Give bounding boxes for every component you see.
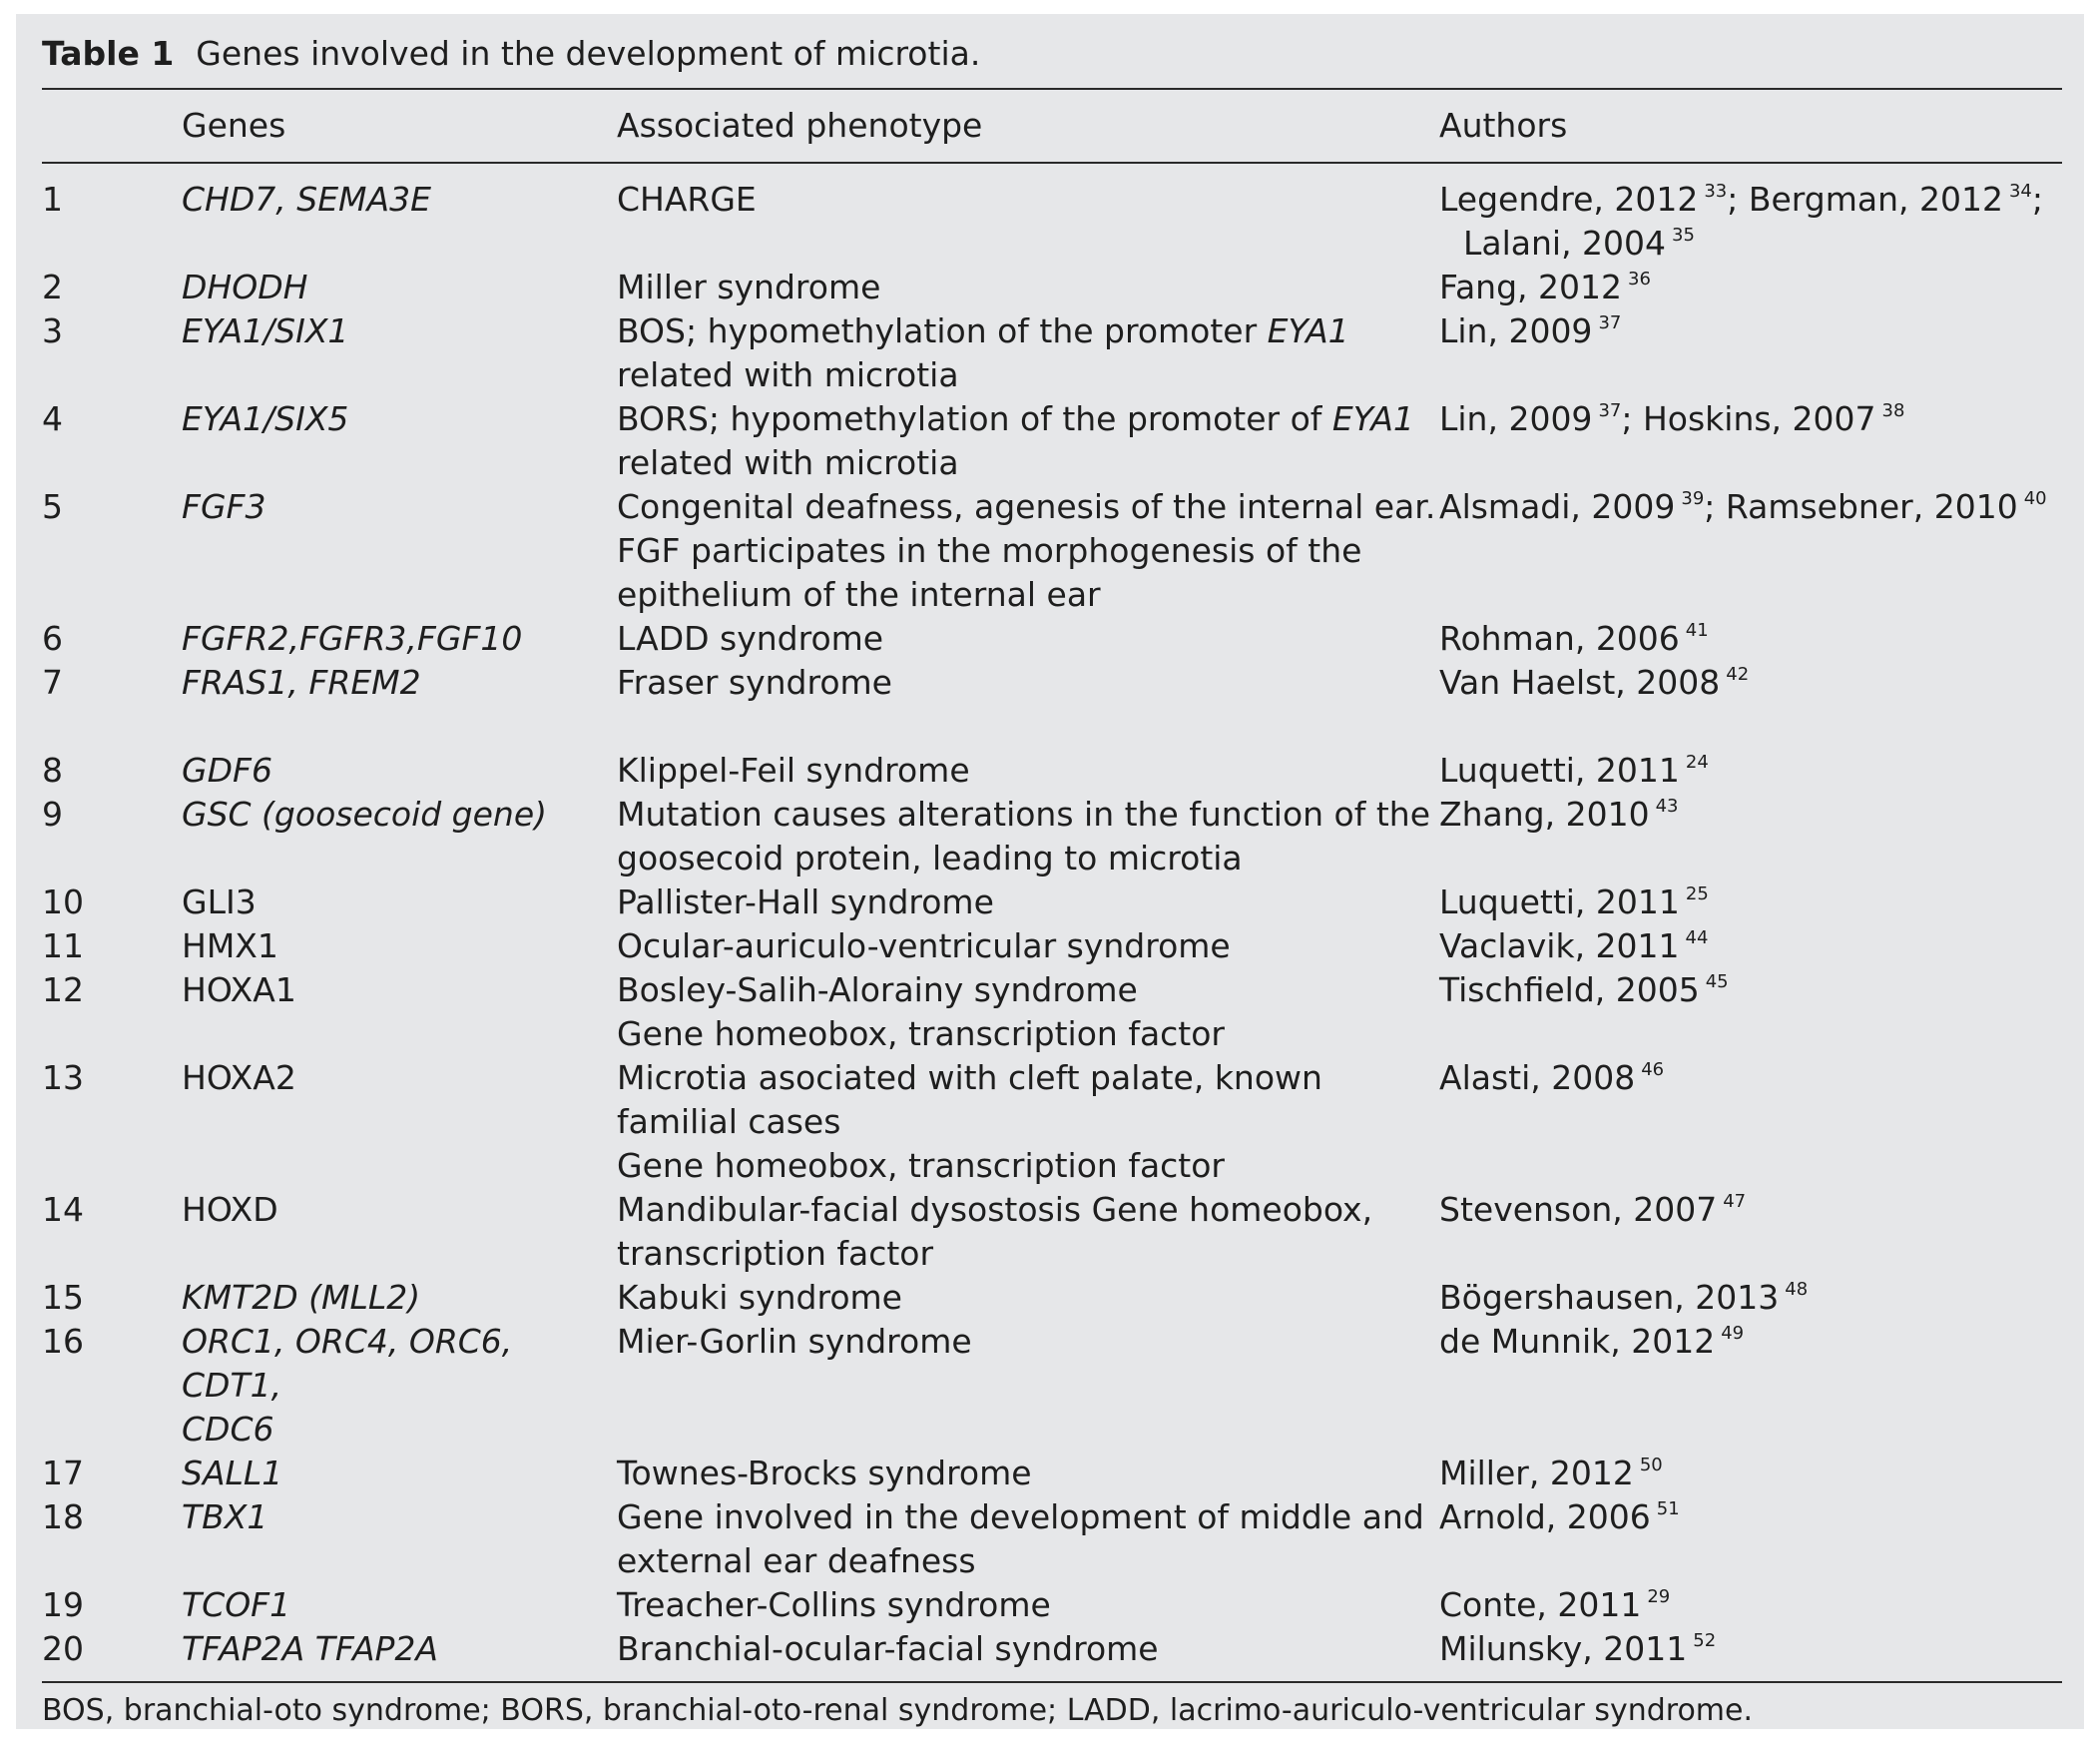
author: Lin, 2009 xyxy=(1439,399,1593,438)
table-container xyxy=(42,32,2062,1731)
table-row xyxy=(42,617,2062,661)
gene-cell: GLI3 xyxy=(182,882,257,921)
author: Arnold, 2006 xyxy=(1439,1497,1651,1536)
authors-cell xyxy=(1439,968,2062,1056)
reference: 49 xyxy=(1721,1323,1745,1344)
row-number: 1 xyxy=(42,180,63,219)
gene-cell: SALL1 xyxy=(182,1454,283,1492)
phenotype-cell: LADD syndrome xyxy=(617,619,884,658)
gene-cell: HMX1 xyxy=(182,926,278,965)
reference: 52 xyxy=(1693,1630,1717,1651)
author: Conte, 2011 xyxy=(1439,1585,1642,1624)
author: Luquetti, 2011 xyxy=(1439,751,1680,790)
reference: 41 xyxy=(1685,620,1709,641)
reference: 50 xyxy=(1639,1455,1663,1475)
reference: 36 xyxy=(1628,269,1651,290)
phenotype-cell: Kabuki syndrome xyxy=(617,1278,902,1317)
row-number: 18 xyxy=(42,1497,84,1536)
separator: ; xyxy=(2031,180,2044,219)
genes-table xyxy=(42,88,2062,1683)
reference: 42 xyxy=(1726,664,1750,685)
authors-cell xyxy=(1439,1452,2062,1495)
author: Luquetti, 2011 xyxy=(1439,882,1680,921)
phenotype-text: Mutation causes alterations in the function of the xyxy=(617,795,1430,834)
reference: 25 xyxy=(1685,883,1709,904)
table-row xyxy=(42,397,2062,485)
row-number: 10 xyxy=(42,882,84,921)
authors-cell xyxy=(1439,793,2062,880)
table-row xyxy=(42,793,2062,880)
row-number: 7 xyxy=(42,663,63,702)
author: Miller, 2012 xyxy=(1439,1454,1634,1492)
table-row xyxy=(42,1056,2062,1188)
reference: 29 xyxy=(1647,1586,1671,1607)
row-number: 9 xyxy=(42,795,63,834)
author: Ramsebner, 2010 xyxy=(1725,487,2018,526)
phenotype-gene: EYA1 xyxy=(1331,399,1414,438)
authors-cell xyxy=(1439,309,2062,397)
phenotype-cell xyxy=(617,1056,1439,1188)
table-row xyxy=(42,1320,2062,1452)
authors-cell xyxy=(1439,1056,2062,1188)
reference: 51 xyxy=(1656,1498,1680,1519)
authors-cell xyxy=(1439,880,2062,924)
authors-cell xyxy=(1439,1627,2062,1682)
reference: 48 xyxy=(1785,1279,1809,1300)
row-number: 11 xyxy=(42,926,84,965)
gene-cell: HOXA1 xyxy=(182,970,296,1009)
authors-cell xyxy=(1439,266,2062,309)
phenotype-text: Gene homeobox, transcription factor xyxy=(617,1014,1226,1053)
table-row xyxy=(42,163,2062,266)
phenotype-text: external ear deafness xyxy=(617,1541,976,1580)
reference: 45 xyxy=(1705,971,1729,992)
reference: 35 xyxy=(1672,225,1695,246)
authors-cell xyxy=(1439,924,2062,968)
row-number: 8 xyxy=(42,751,63,790)
reference: 34 xyxy=(2008,181,2032,202)
authors-cell xyxy=(1439,163,2062,266)
header-genes: Genes xyxy=(182,106,286,145)
author: Hoskins, 2007 xyxy=(1642,399,1876,438)
phenotype-cell: Miller syndrome xyxy=(617,268,881,306)
reference: 24 xyxy=(1685,752,1709,773)
table-row xyxy=(42,309,2062,397)
phenotype-cell xyxy=(617,968,1439,1056)
author: Zhang, 2010 xyxy=(1439,795,1650,834)
phenotype-cell xyxy=(617,397,1439,485)
table-label: Table 1 xyxy=(42,34,175,73)
phenotype-cell xyxy=(617,793,1439,880)
author: Fang, 2012 xyxy=(1439,268,1622,306)
author: Alsmadi, 2009 xyxy=(1439,487,1676,526)
table-row xyxy=(42,880,2062,924)
gene-cell: FGFR2,FGFR3,FGF10 xyxy=(182,619,523,658)
phenotype-text: familial cases xyxy=(617,1102,841,1141)
table-title: Genes involved in the development of microtia. xyxy=(196,34,981,73)
phenotype-cell: Mier-Gorlin syndrome xyxy=(617,1322,972,1361)
author: Lalani, 2004 xyxy=(1463,224,1667,263)
gene-cell: EYA1/SIX1 xyxy=(182,311,349,350)
row-number: 12 xyxy=(42,970,84,1009)
row-gap xyxy=(42,705,2062,749)
author: Van Haelst, 2008 xyxy=(1439,663,1721,702)
author: Milunsky, 2011 xyxy=(1439,1629,1688,1668)
row-number: 5 xyxy=(42,487,63,526)
table-row xyxy=(42,1276,2062,1320)
table-row xyxy=(42,1627,2062,1682)
gene-cell: GDF6 xyxy=(182,751,272,790)
phenotype-text: BORS; hypomethylation of the promoter of xyxy=(617,399,1332,438)
phenotype-text: FGF participates in the morphogenesis of the xyxy=(617,531,1362,570)
header-authors: Authors xyxy=(1439,106,1568,145)
header-phenotype: Associated phenotype xyxy=(617,106,983,145)
row-number: 2 xyxy=(42,268,63,306)
authors-cell xyxy=(1439,661,2062,705)
author: Stevenson, 2007 xyxy=(1439,1190,1718,1229)
row-number: 17 xyxy=(42,1454,84,1492)
table-footnote: BOS, branchial-oto syndrome; BORS, branchial-oto-renal syndrome; LADD, lacrimo-auriculo-ventricular syndrome. xyxy=(42,1693,1754,1728)
phenotype-cell xyxy=(617,485,1439,617)
table-panel xyxy=(16,14,2084,1729)
author: Lin, 2009 xyxy=(1439,311,1593,350)
authors-cell xyxy=(1439,1320,2062,1452)
separator: ; xyxy=(1704,487,1716,526)
gene-cell: CHD7, SEMA3E xyxy=(182,180,431,219)
phenotype-cell xyxy=(617,1495,1439,1583)
phenotype-text: BOS; hypomethylation of the promoter xyxy=(617,311,1268,350)
reference: 38 xyxy=(1881,400,1905,421)
author: Tischfield, 2005 xyxy=(1439,970,1700,1009)
header-num xyxy=(42,89,182,163)
reference: 44 xyxy=(1685,927,1709,948)
gene-text: ORC1, ORC4, ORC6, CDT1, xyxy=(182,1322,513,1405)
table-row xyxy=(42,1188,2062,1276)
author: de Munnik, 2012 xyxy=(1439,1322,1716,1361)
authors-cell xyxy=(1439,1495,2062,1583)
table-row xyxy=(42,485,2062,617)
phenotype-cell: Klippel-Feil syndrome xyxy=(617,751,970,790)
phenotype-cell xyxy=(617,309,1439,397)
reference: 33 xyxy=(1704,181,1728,202)
phenotype-cell: Fraser syndrome xyxy=(617,663,892,702)
phenotype-text: Congenital deafness, agenesis of the internal ear. xyxy=(617,487,1436,526)
table-row xyxy=(42,1495,2062,1583)
reference: 40 xyxy=(2023,488,2047,509)
phenotype-gene: EYA1 xyxy=(1267,311,1349,350)
reference: 47 xyxy=(1723,1191,1747,1212)
phenotype-text: Gene involved in the development of middle and xyxy=(617,1497,1424,1536)
table-caption xyxy=(42,32,2062,88)
gene-text: CDC6 xyxy=(182,1410,274,1449)
reference: 46 xyxy=(1641,1059,1665,1080)
phenotype-text: Gene homeobox, transcription factor xyxy=(617,1146,1226,1185)
authors-cell xyxy=(1439,1583,2062,1627)
phenotype-text: epithelium of the internal ear xyxy=(617,575,1101,614)
gene-cell: FGF3 xyxy=(182,487,266,526)
authors-cell xyxy=(1439,749,2062,793)
phenotype-text: related with microtia xyxy=(617,443,959,482)
table-row xyxy=(42,266,2062,309)
separator: ; xyxy=(1727,180,1739,219)
row-number: 16 xyxy=(42,1322,84,1361)
gene-cell: HOXA2 xyxy=(182,1058,296,1097)
author: Alasti, 2008 xyxy=(1439,1058,1636,1097)
row-number: 3 xyxy=(42,311,63,350)
row-number: 15 xyxy=(42,1278,84,1317)
phenotype-cell xyxy=(617,1188,1439,1276)
gene-cell: GSC (goosecoid gene) xyxy=(182,795,548,834)
table-row xyxy=(42,749,2062,793)
row-number: 20 xyxy=(42,1629,84,1668)
row-number: 4 xyxy=(42,399,63,438)
reference: 39 xyxy=(1681,488,1705,509)
phenotype-cell: CHARGE xyxy=(617,180,757,219)
phenotype-text: related with microtia xyxy=(617,355,959,394)
phenotype-text: goosecoid protein, leading to microtia xyxy=(617,839,1243,878)
author: Vaclavik, 2011 xyxy=(1439,926,1680,965)
table-row xyxy=(42,1583,2062,1627)
phenotype-cell: Branchial-ocular-facial syndrome xyxy=(617,1629,1159,1668)
author: Bögershausen, 2013 xyxy=(1439,1278,1780,1317)
authors-cell xyxy=(1439,1276,2062,1320)
phenotype-text: transcription factor xyxy=(617,1234,934,1273)
phenotype-cell: Pallister-Hall syndrome xyxy=(617,882,994,921)
reference: 43 xyxy=(1655,796,1679,817)
phenotype-text: Microtia asociated with cleft palate, known xyxy=(617,1058,1322,1097)
gene-cell xyxy=(182,1320,617,1452)
gene-cell: TCOF1 xyxy=(182,1585,291,1624)
gene-cell: EYA1/SIX5 xyxy=(182,399,349,438)
phenotype-cell: Ocular-auriculo-ventricular syndrome xyxy=(617,926,1231,965)
gene-cell: TFAP2A TFAP2A xyxy=(182,1629,438,1668)
header-row xyxy=(42,89,2062,163)
author: Rohman, 2006 xyxy=(1439,619,1680,658)
separator: ; xyxy=(1621,399,1633,438)
gene-cell: FRAS1, FREM2 xyxy=(182,663,421,702)
gene-cell: HOXD xyxy=(182,1190,278,1229)
phenotype-cell: Treacher-Collins syndrome xyxy=(617,1585,1051,1624)
table-row xyxy=(42,924,2062,968)
gene-cell: TBX1 xyxy=(182,1497,268,1536)
phenotype-cell: Townes-Brocks syndrome xyxy=(617,1454,1032,1492)
phenotype-text: Bosley-Salih-Alorainy syndrome xyxy=(617,970,1138,1009)
table-row xyxy=(42,1452,2062,1495)
row-number: 14 xyxy=(42,1190,84,1229)
table-row xyxy=(42,661,2062,705)
row-number: 19 xyxy=(42,1585,84,1624)
reference: 37 xyxy=(1598,312,1622,333)
reference: 37 xyxy=(1598,400,1622,421)
authors-cell xyxy=(1439,397,2062,485)
authors-cell xyxy=(1439,617,2062,661)
author: Legendre, 2012 xyxy=(1439,180,1699,219)
authors-cell xyxy=(1439,485,2062,617)
authors-cell xyxy=(1439,1188,2062,1276)
table-row xyxy=(42,968,2062,1056)
row-number: 13 xyxy=(42,1058,84,1097)
row-number: 6 xyxy=(42,619,63,658)
gene-cell: KMT2D (MLL2) xyxy=(182,1278,421,1317)
phenotype-text: Mandibular-facial dysostosis Gene homeobox, xyxy=(617,1190,1373,1229)
gene-cell: DHODH xyxy=(182,268,308,306)
author: Bergman, 2012 xyxy=(1748,180,2003,219)
